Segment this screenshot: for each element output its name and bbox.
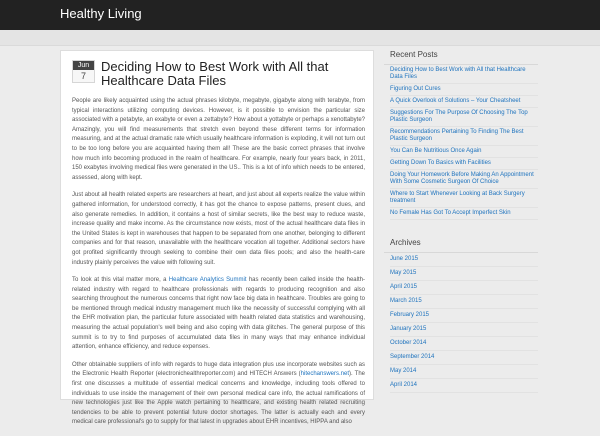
recent-post-item	[390, 127, 538, 146]
recent-posts-widget	[384, 50, 538, 220]
recent-post-link[interactable]: A Quick Overlook of Solutions – Your Cheatsheet	[390, 98, 521, 104]
archive-item	[390, 253, 538, 267]
post-content	[72, 97, 365, 436]
site-title-link[interactable]: Healthy Living	[60, 6, 142, 21]
recent-post-link[interactable]: Deciding How to Best Work with All that Healthcare Data Files	[390, 67, 526, 80]
post-paragraph: People are likely acquainted using the actual phrases kilobyte, megabyte, gigabyte along with terabyte, from typical interactions utilizing computing devices. However, is it possible to envision the particular size associated with a petabyte, an exabyte or even a zettabyte? How about a yottabyte or perhaps a xenottabyte? Amazingly, you will find measurements that stretch even beyond these different terms for information measuring, and at the actual dramatic rate which usually healthcare information is exploding, it will not turn out to be too long before you are acquainted having them all! These are the basic correct phrases that involve how much info becoming produced in the realm of healthcare. For example, nearly four years back, in 2011, 150 exabytes involving medical files were generated in the US.. This is a lot of info which needs to be entered, assessed, along with kept.	[72, 98, 365, 181]
archive-item	[390, 323, 538, 337]
archive-item	[390, 309, 538, 323]
post-date-day: 7	[80, 71, 86, 81]
archive-item	[390, 351, 538, 365]
archive-item	[390, 281, 538, 295]
archive-link[interactable]: May 2014	[390, 368, 417, 374]
paragraph-text: ). The first one discusses a multitude of essential medical concerns and knowledge, including tools offered to individuals to use inside the management of their own personal medical care info, the actual ramifications of new technologies just like the Apple watch pertaining to healthcare, and existing health related recruiting tendencies to be able to prevent potential future doctor shortages. The latter is actually each and every medical care professional's go to supply for that latest in upgrades about EHR incentives, HIPPA and also	[72, 371, 365, 426]
post-article	[60, 50, 374, 426]
recent-post-item	[390, 189, 538, 208]
post-paragraph	[72, 276, 365, 353]
post-paragraph: Just about all health related experts are researchers at heart, and just about all experts realize the value within gathered information, for understood correctly, it has got the chance to expose patterns, present clues, and also generate remedies. In addition, it contains a host of similar secrets, like the best way to reduce waste, increase quality and make income. As the circumstance now exists, most of the actual healthcare data files in the United States is kept in warehouses that happen to be separated from one another, belonging to different companies and for that reason, unavailable with the healthcare vocation all together. Additional sectors have got profited significantly through seeking to combine their own data files pools; and also the health-care industry plainly perceives the value with following suit.	[72, 192, 365, 266]
recent-post-item	[390, 84, 538, 96]
archive-item	[390, 337, 538, 351]
recent-post-link[interactable]: Where to Start Whenever Looking at Back Surgery treatment	[390, 191, 525, 204]
recent-post-item	[390, 65, 538, 84]
recent-post-link[interactable]: Suggestions For The Purpose Of Choosing The Top Plastic Surgeon	[390, 110, 528, 123]
recent-posts-title: Recent Posts	[384, 50, 538, 65]
archives-list	[384, 253, 538, 393]
healthcare-analytics-summit-link[interactable]: Healthcare Analytics Summit	[168, 277, 247, 284]
archives-title: Archives	[384, 238, 538, 253]
recent-post-item	[390, 208, 538, 220]
hitechanswers-link[interactable]: hitechanswers.net	[300, 371, 350, 378]
recent-post-link[interactable]: Doing Your Homework Before Making An Appointment With Some Cosmetic Surgeon Of Choice	[390, 172, 534, 185]
recent-post-item	[390, 146, 538, 158]
archive-item	[390, 295, 538, 309]
post-date-badge	[72, 60, 95, 83]
recent-post-item	[390, 108, 538, 127]
recent-posts-list	[384, 65, 538, 220]
archive-item	[390, 365, 538, 379]
recent-post-item	[390, 158, 538, 170]
archive-link[interactable]: June 2015	[390, 256, 419, 262]
recent-post-link[interactable]: Getting Down To Basics with Facilities	[390, 160, 491, 166]
archives-widget	[384, 238, 538, 393]
archive-item	[390, 379, 538, 393]
recent-post-link[interactable]: Figuring Out Cures	[390, 86, 441, 92]
archive-link[interactable]: May 2015	[390, 270, 417, 276]
recent-post-item	[390, 170, 538, 189]
archive-item	[390, 267, 538, 281]
site-header	[0, 0, 600, 30]
paragraph-text: To look at this vital matter more, a	[72, 277, 169, 284]
archive-link[interactable]: September 2014	[390, 354, 435, 360]
paragraph-text: has recently been called inside the health-related industry with regard to healthcare professionals with regards to producing recognition and also searching throughout the numerous concerns that right now face big data in healthcare. Troubles are going to be mentioned through medical industry management much like the necessity of successful complying with all the EHR motivation plan, the particular future associated with health related data statistics and warehousing, measuring the actual population's well being and also coping with data glitches. The general purpose of this summit is to try to find purposes of accumulated data files in many ways that may enhance individual attention, enhance efficiency, and reduce expenses.	[72, 277, 365, 351]
post-paragraph	[72, 361, 365, 428]
header-subbar	[0, 30, 600, 46]
sidebar	[384, 50, 538, 400]
recent-post-item	[390, 96, 538, 108]
recent-post-link[interactable]: No Female Has Got To Accept Imperfect Skin	[390, 210, 511, 216]
archive-link[interactable]: February 2015	[390, 312, 430, 318]
paragraph-text: Other obtainable suppliers of info with regards to huge data integration plus use incorporate websites such as the Electronic Health Reporter (electronichealthreporter.com) and HITECH Answers (	[72, 361, 365, 378]
archive-link[interactable]: October 2014	[390, 340, 427, 346]
archive-link[interactable]: March 2015	[390, 298, 422, 304]
post-date-month: Jun	[73, 61, 94, 70]
archive-link[interactable]: April 2014	[390, 382, 418, 388]
archive-link[interactable]: January 2015	[390, 326, 427, 332]
recent-post-link[interactable]: Recommendations Pertaining To Finding The Best Plastic Surgeon	[390, 129, 524, 142]
archive-link[interactable]: April 2015	[390, 284, 418, 290]
post-title[interactable]: Deciding How to Best Work with All that Healthcare Data Files	[101, 59, 329, 88]
recent-post-link[interactable]: You Can Be Nutritious Once Again	[390, 148, 482, 154]
